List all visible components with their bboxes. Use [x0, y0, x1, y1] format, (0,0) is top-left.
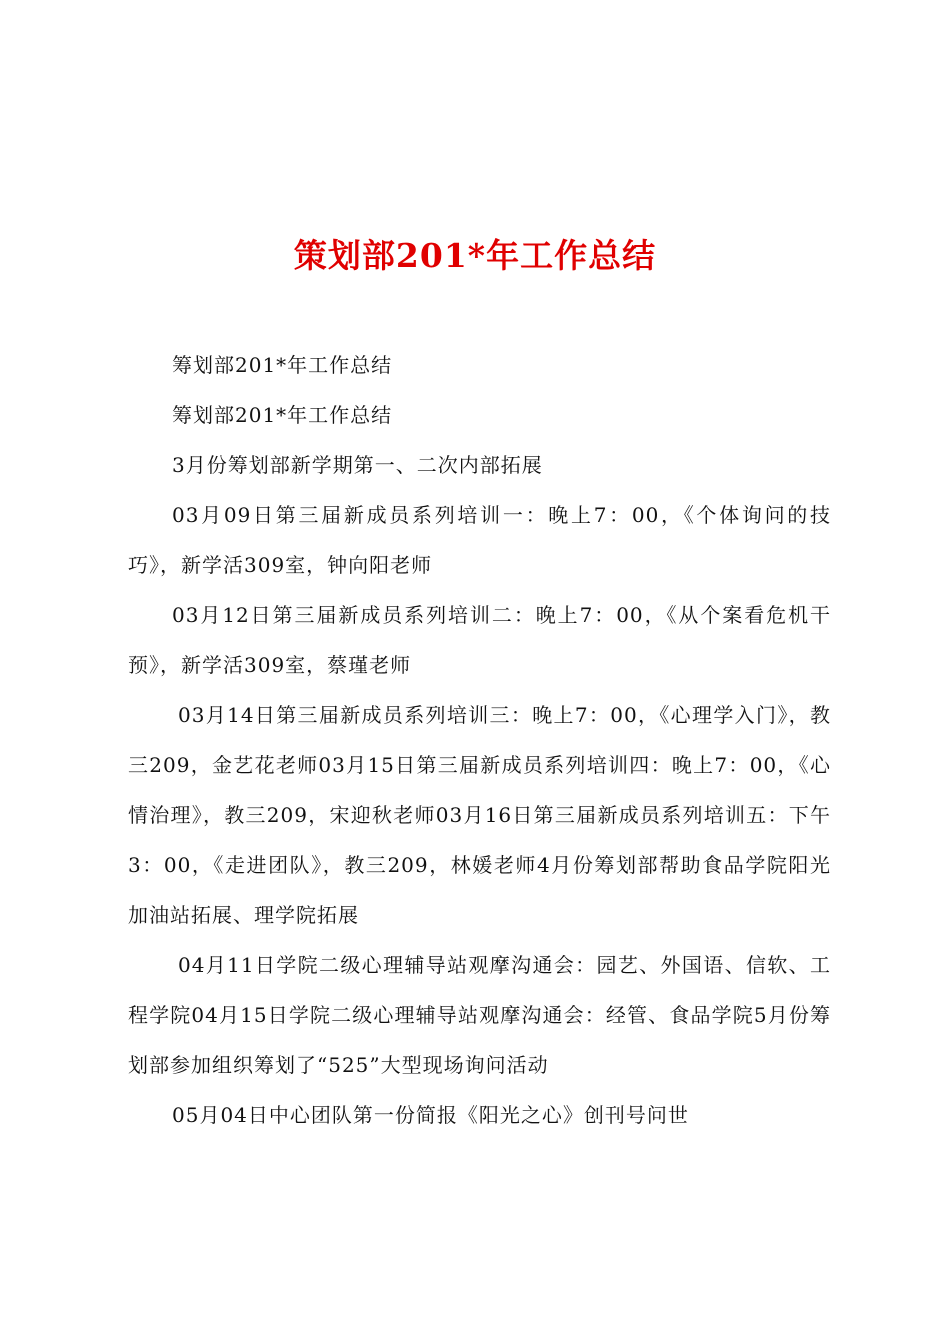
document-title: 策划部201*年工作总结 [293, 236, 657, 276]
paragraph-may-newsletter: 05月04日中心团队第一份简报《阳光之心》创刊号问世 [172, 1103, 689, 1127]
paragraph-heading-2: 筹划部201*年工作总结 [172, 403, 393, 427]
paragraph-heading-1: 筹划部201*年工作总结 [172, 353, 393, 377]
paragraph-training-1: 03月09日第三届新成员系列培训一：晚上7：00，《个体询问的技巧》，新学活309室，钟向阳老师 [128, 503, 831, 577]
paragraph-training-2: 03月12日第三届新成员系列培训二：晚上7：00，《从个案看危机干预》，新学活309室，蔡瑾老师 [128, 603, 831, 677]
document-body [128, 340, 831, 1140]
paragraph-training-3-5: 03月14日第三届新成员系列培训三：晚上7：00，《心理学入门》，教三209，金艺花老师03月15日第三届新成员系列培训四：晚上7：00，《心情治理》，教三209，宋迎秋老师03月16日第三届新成员系列培训五：下午3：00，《走进团队》，教三209，林媛老师4月份筹划部帮助食品学院阳光加油站拓展、理学院拓展 [128, 703, 831, 927]
paragraph-march-expansion: 3月份筹划部新学期第一、二次内部拓展 [172, 453, 543, 477]
paragraph-april-meetings: 04月11日学院二级心理辅导站观摩沟通会：园艺、外国语、信软、工程学院04月15日学院二级心理辅导站观摩沟通会：经管、食品学院5月份筹划部参加组织筹划了“525”大型现场询问活动 [128, 953, 831, 1077]
